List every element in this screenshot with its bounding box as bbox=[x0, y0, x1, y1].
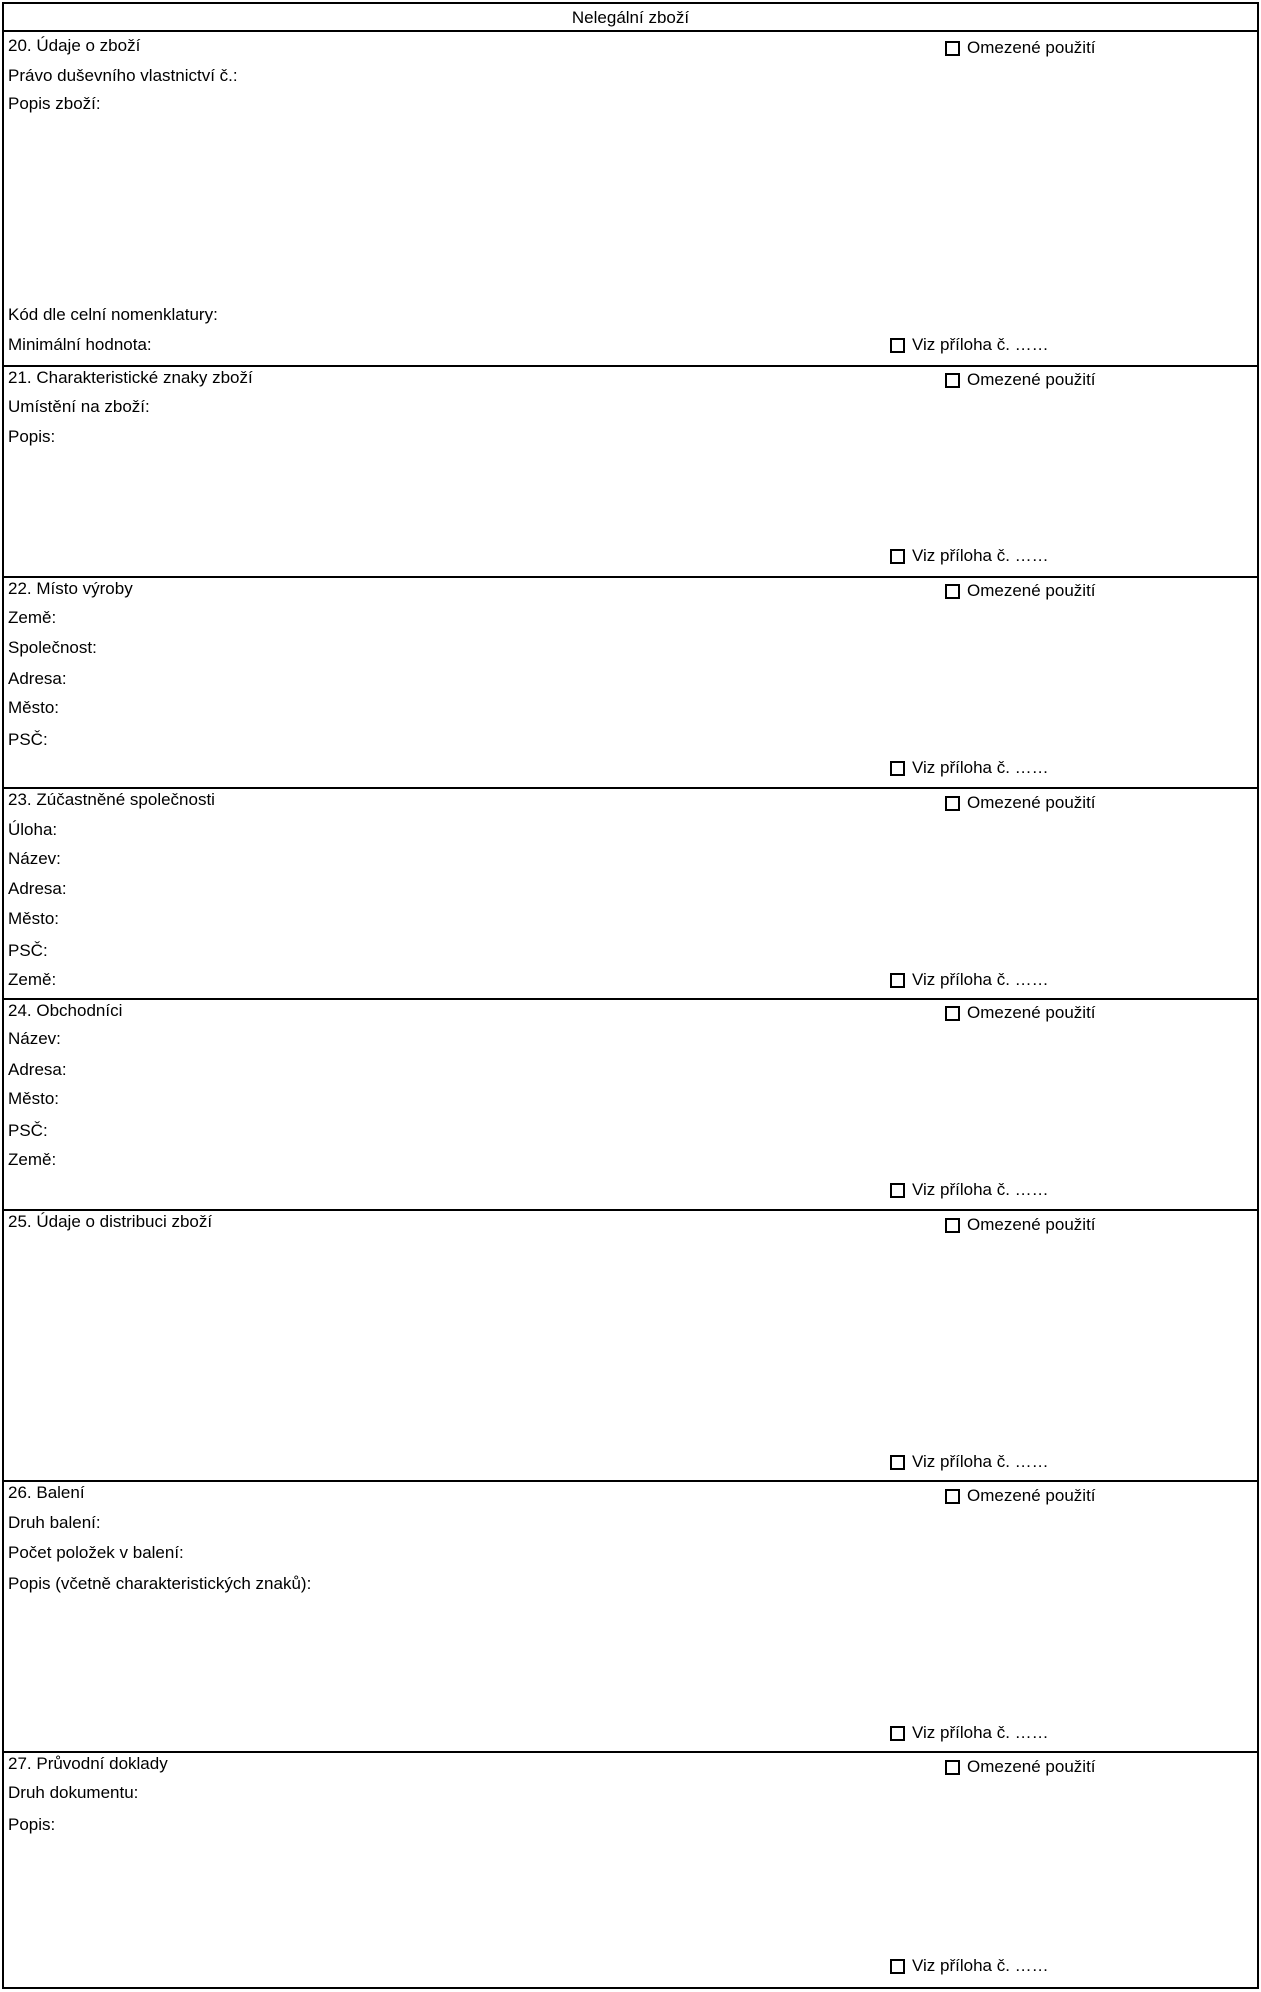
illegal-goods-form bbox=[2, 2, 1259, 1989]
postal-code-label: PSČ: bbox=[8, 1121, 48, 1140]
see-annex-checkbox[interactable] bbox=[890, 1956, 1049, 1976]
see-annex-checkbox[interactable] bbox=[890, 1723, 1049, 1743]
restricted-use-checkbox[interactable] bbox=[945, 1757, 1096, 1777]
section-goods-details bbox=[4, 32, 1257, 367]
section-distribution-details bbox=[4, 1211, 1257, 1482]
restricted-use-label: Omezené použití bbox=[967, 793, 1096, 812]
restricted-use-label: Omezené použití bbox=[967, 370, 1096, 389]
restricted-use-label: Omezené použití bbox=[967, 1215, 1096, 1234]
section-packaging bbox=[4, 1482, 1257, 1753]
checkbox-box-icon[interactable] bbox=[945, 796, 960, 811]
minimum-value-label: Minimální hodnota: bbox=[8, 335, 152, 354]
document-type-label: Druh dokumentu: bbox=[8, 1783, 139, 1802]
see-annex-label: Viz příloha č. …… bbox=[912, 1180, 1049, 1199]
restricted-use-label: Omezené použití bbox=[967, 1486, 1096, 1505]
see-annex-label: Viz příloha č. …… bbox=[912, 758, 1049, 777]
restricted-use-label: Omezené použití bbox=[967, 581, 1096, 600]
see-annex-checkbox[interactable] bbox=[890, 546, 1049, 566]
address-label: Adresa: bbox=[8, 1060, 67, 1079]
checkbox-box-icon[interactable] bbox=[890, 973, 905, 988]
restricted-use-checkbox[interactable] bbox=[945, 1003, 1096, 1023]
packaging-description-label: Popis (včetně charakteristických znaků): bbox=[8, 1574, 312, 1593]
checkbox-box-icon[interactable] bbox=[890, 1183, 905, 1198]
see-annex-label: Viz příloha č. …… bbox=[912, 1956, 1049, 1975]
goods-description-label: Popis zboží: bbox=[8, 94, 101, 113]
checkbox-box-icon[interactable] bbox=[890, 1726, 905, 1741]
restricted-use-checkbox[interactable] bbox=[945, 581, 1096, 601]
section-involved-companies bbox=[4, 789, 1257, 1000]
checkbox-box-icon[interactable] bbox=[890, 761, 905, 776]
section-title: 24. Obchodníci bbox=[8, 1001, 123, 1020]
role-label: Úloha: bbox=[8, 820, 58, 839]
checkbox-box-icon[interactable] bbox=[890, 338, 905, 353]
address-label: Adresa: bbox=[8, 879, 67, 898]
see-annex-checkbox[interactable] bbox=[890, 1180, 1049, 1200]
section-title: 27. Průvodní doklady bbox=[8, 1754, 168, 1773]
restricted-use-checkbox[interactable] bbox=[945, 38, 1096, 58]
ip-right-number-label: Právo duševního vlastnictví č.: bbox=[8, 66, 238, 85]
country-label: Země: bbox=[8, 608, 57, 627]
see-annex-label: Viz příloha č. …… bbox=[912, 546, 1049, 565]
address-label: Adresa: bbox=[8, 669, 67, 688]
see-annex-checkbox[interactable] bbox=[890, 758, 1049, 778]
items-per-package-label: Počet položek v balení: bbox=[8, 1543, 184, 1562]
restricted-use-checkbox[interactable] bbox=[945, 1486, 1096, 1506]
checkbox-box-icon[interactable] bbox=[945, 1760, 960, 1775]
section-title: 23. Zúčastněné společnosti bbox=[8, 790, 215, 809]
see-annex-checkbox[interactable] bbox=[890, 335, 1049, 355]
section-title: 26. Balení bbox=[8, 1483, 85, 1502]
restricted-use-checkbox[interactable] bbox=[945, 793, 1096, 813]
form-header: Nelegální zboží bbox=[4, 4, 1257, 32]
see-annex-checkbox[interactable] bbox=[890, 1452, 1049, 1472]
section-place-of-production bbox=[4, 578, 1257, 789]
checkbox-box-icon[interactable] bbox=[890, 549, 905, 564]
section-title: 25. Údaje o distribuci zboží bbox=[8, 1212, 213, 1231]
city-label: Město: bbox=[8, 698, 60, 717]
section-title: 20. Údaje o zboží bbox=[8, 36, 141, 55]
see-annex-label: Viz příloha č. …… bbox=[912, 1452, 1049, 1471]
description-label: Popis: bbox=[8, 1815, 56, 1834]
checkbox-box-icon[interactable] bbox=[945, 1489, 960, 1504]
packaging-type-label: Druh balení: bbox=[8, 1513, 101, 1532]
restricted-use-label: Omezené použití bbox=[967, 1003, 1096, 1022]
see-annex-checkbox[interactable] bbox=[890, 970, 1049, 990]
section-title: 21. Charakteristické znaky zboží bbox=[8, 368, 253, 387]
checkbox-box-icon[interactable] bbox=[945, 1218, 960, 1233]
city-label: Město: bbox=[8, 909, 60, 928]
section-title: 22. Místo výroby bbox=[8, 579, 133, 598]
customs-code-label: Kód dle celní nomenklatury: bbox=[8, 305, 218, 324]
section-accompanying-documents bbox=[4, 1753, 1257, 1987]
see-annex-label: Viz příloha č. …… bbox=[912, 970, 1049, 989]
name-label: Název: bbox=[8, 1029, 61, 1048]
city-label: Město: bbox=[8, 1089, 60, 1108]
see-annex-label: Viz příloha č. …… bbox=[912, 1723, 1049, 1742]
restricted-use-label: Omezené použití bbox=[967, 1757, 1096, 1776]
checkbox-box-icon[interactable] bbox=[945, 373, 960, 388]
checkbox-box-icon[interactable] bbox=[945, 584, 960, 599]
section-characteristic-features bbox=[4, 367, 1257, 578]
country-label: Země: bbox=[8, 1150, 57, 1169]
postal-code-label: PSČ: bbox=[8, 941, 48, 960]
see-annex-label: Viz příloha č. …… bbox=[912, 335, 1049, 354]
section-traders bbox=[4, 1000, 1257, 1211]
restricted-use-checkbox[interactable] bbox=[945, 370, 1096, 390]
name-label: Název: bbox=[8, 849, 61, 868]
checkbox-box-icon[interactable] bbox=[945, 41, 960, 56]
postal-code-label: PSČ: bbox=[8, 730, 48, 749]
company-label: Společnost: bbox=[8, 638, 97, 657]
country-label: Země: bbox=[8, 970, 57, 989]
restricted-use-checkbox[interactable] bbox=[945, 1215, 1096, 1235]
restricted-use-label: Omezené použití bbox=[967, 38, 1096, 57]
placement-on-goods-label: Umístění na zboží: bbox=[8, 397, 150, 416]
checkbox-box-icon[interactable] bbox=[890, 1455, 905, 1470]
description-label: Popis: bbox=[8, 427, 56, 446]
checkbox-box-icon[interactable] bbox=[890, 1959, 905, 1974]
checkbox-box-icon[interactable] bbox=[945, 1006, 960, 1021]
